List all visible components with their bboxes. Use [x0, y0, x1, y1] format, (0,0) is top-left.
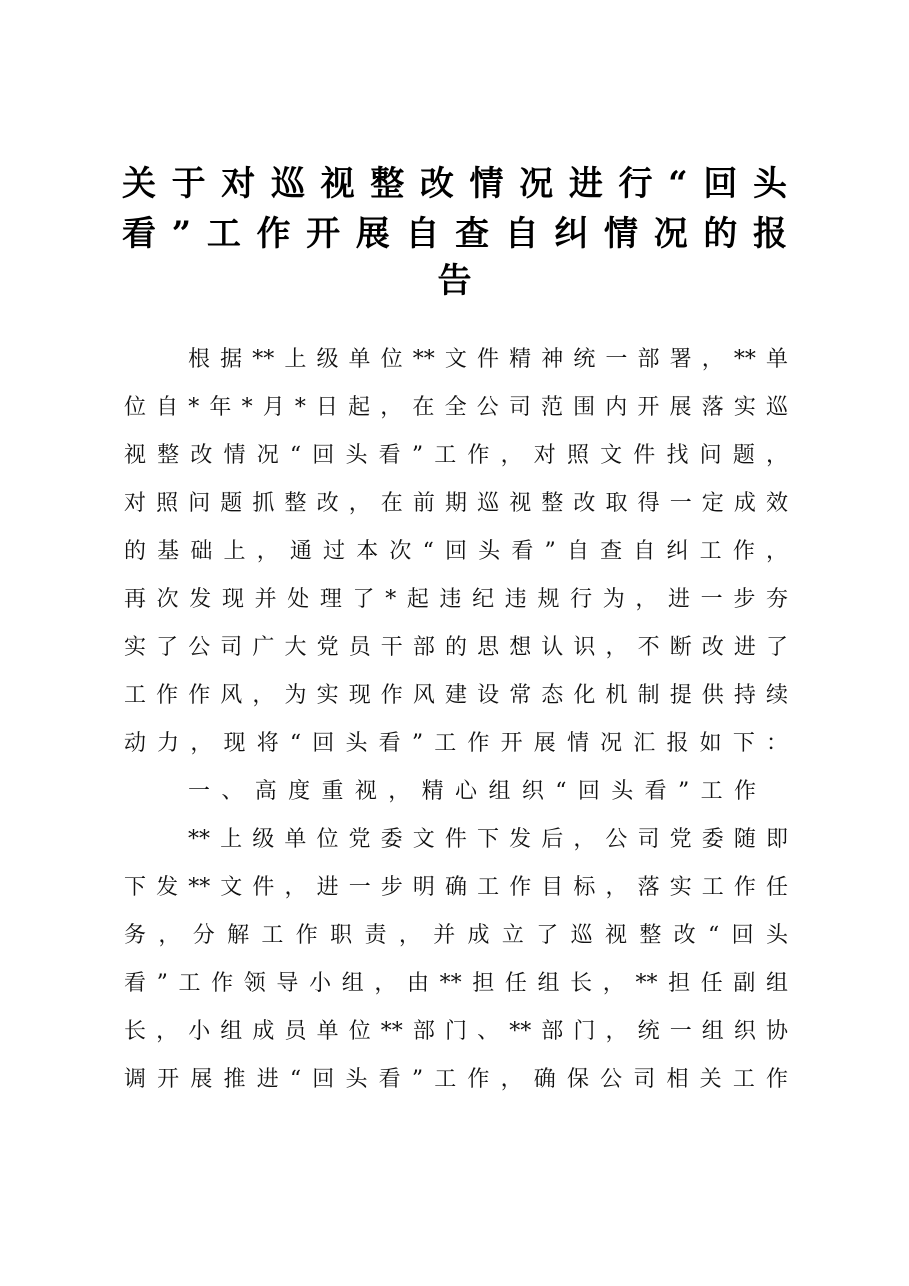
paragraph-1-line-7: 实了公司广大党员干部的思想认识，不断改进了 — [124, 635, 788, 660]
paragraph-2-line-5: 长，小组成员单位**部门、**部门，统一组织协 — [124, 1019, 788, 1044]
paragraph-1-line-8: 工作作风，为实现作风建设常态化机制提供持续 — [124, 683, 788, 708]
paragraph-1-line-3: 视整改情况“回头看”工作，对照文件找问题， — [124, 443, 788, 468]
document-title-line-1: 关于对巡视整改情况进行“回头 — [122, 164, 787, 204]
document-title-line-3: 告 — [437, 261, 472, 301]
paragraph-2-line-4: 看”工作领导小组，由**担任组长，**担任副组 — [124, 971, 788, 996]
paragraph-1-line-1: 根据**上级单位**文件精神统一部署，**单 — [188, 347, 788, 372]
document-title-line-2: 看”工作开展自查自纠情况的报 — [122, 214, 787, 254]
paragraph-2-line-1: **上级单位党委文件下发后，公司党委随即 — [188, 827, 788, 852]
paragraph-1-line-2: 位自*年*月*日起，在全公司范围内开展落实巡 — [124, 395, 788, 420]
paragraph-1-line-6: 再次发现并处理了*起违纪违规行为，进一步夯 — [124, 587, 788, 612]
paragraph-1-line-4: 对照问题抓整改，在前期巡视整改取得一定成效 — [124, 491, 788, 516]
paragraph-2-line-3: 务，分解工作职责，并成立了巡视整改“回头 — [124, 923, 788, 948]
paragraph-2-line-2: 下发**文件，进一步明确工作目标，落实工作任 — [124, 875, 788, 900]
section-heading-1: 一、高度重视，精心组织“回头看”工作 — [188, 779, 756, 804]
paragraph-2-line-6: 调开展推进“回头看”工作，确保公司相关工作 — [124, 1067, 788, 1092]
paragraph-1-line-5: 的基础上，通过本次“回头看”自查自纠工作， — [124, 539, 788, 564]
paragraph-1-line-9: 动力，现将“回头看”工作开展情况汇报如下： — [124, 731, 788, 756]
